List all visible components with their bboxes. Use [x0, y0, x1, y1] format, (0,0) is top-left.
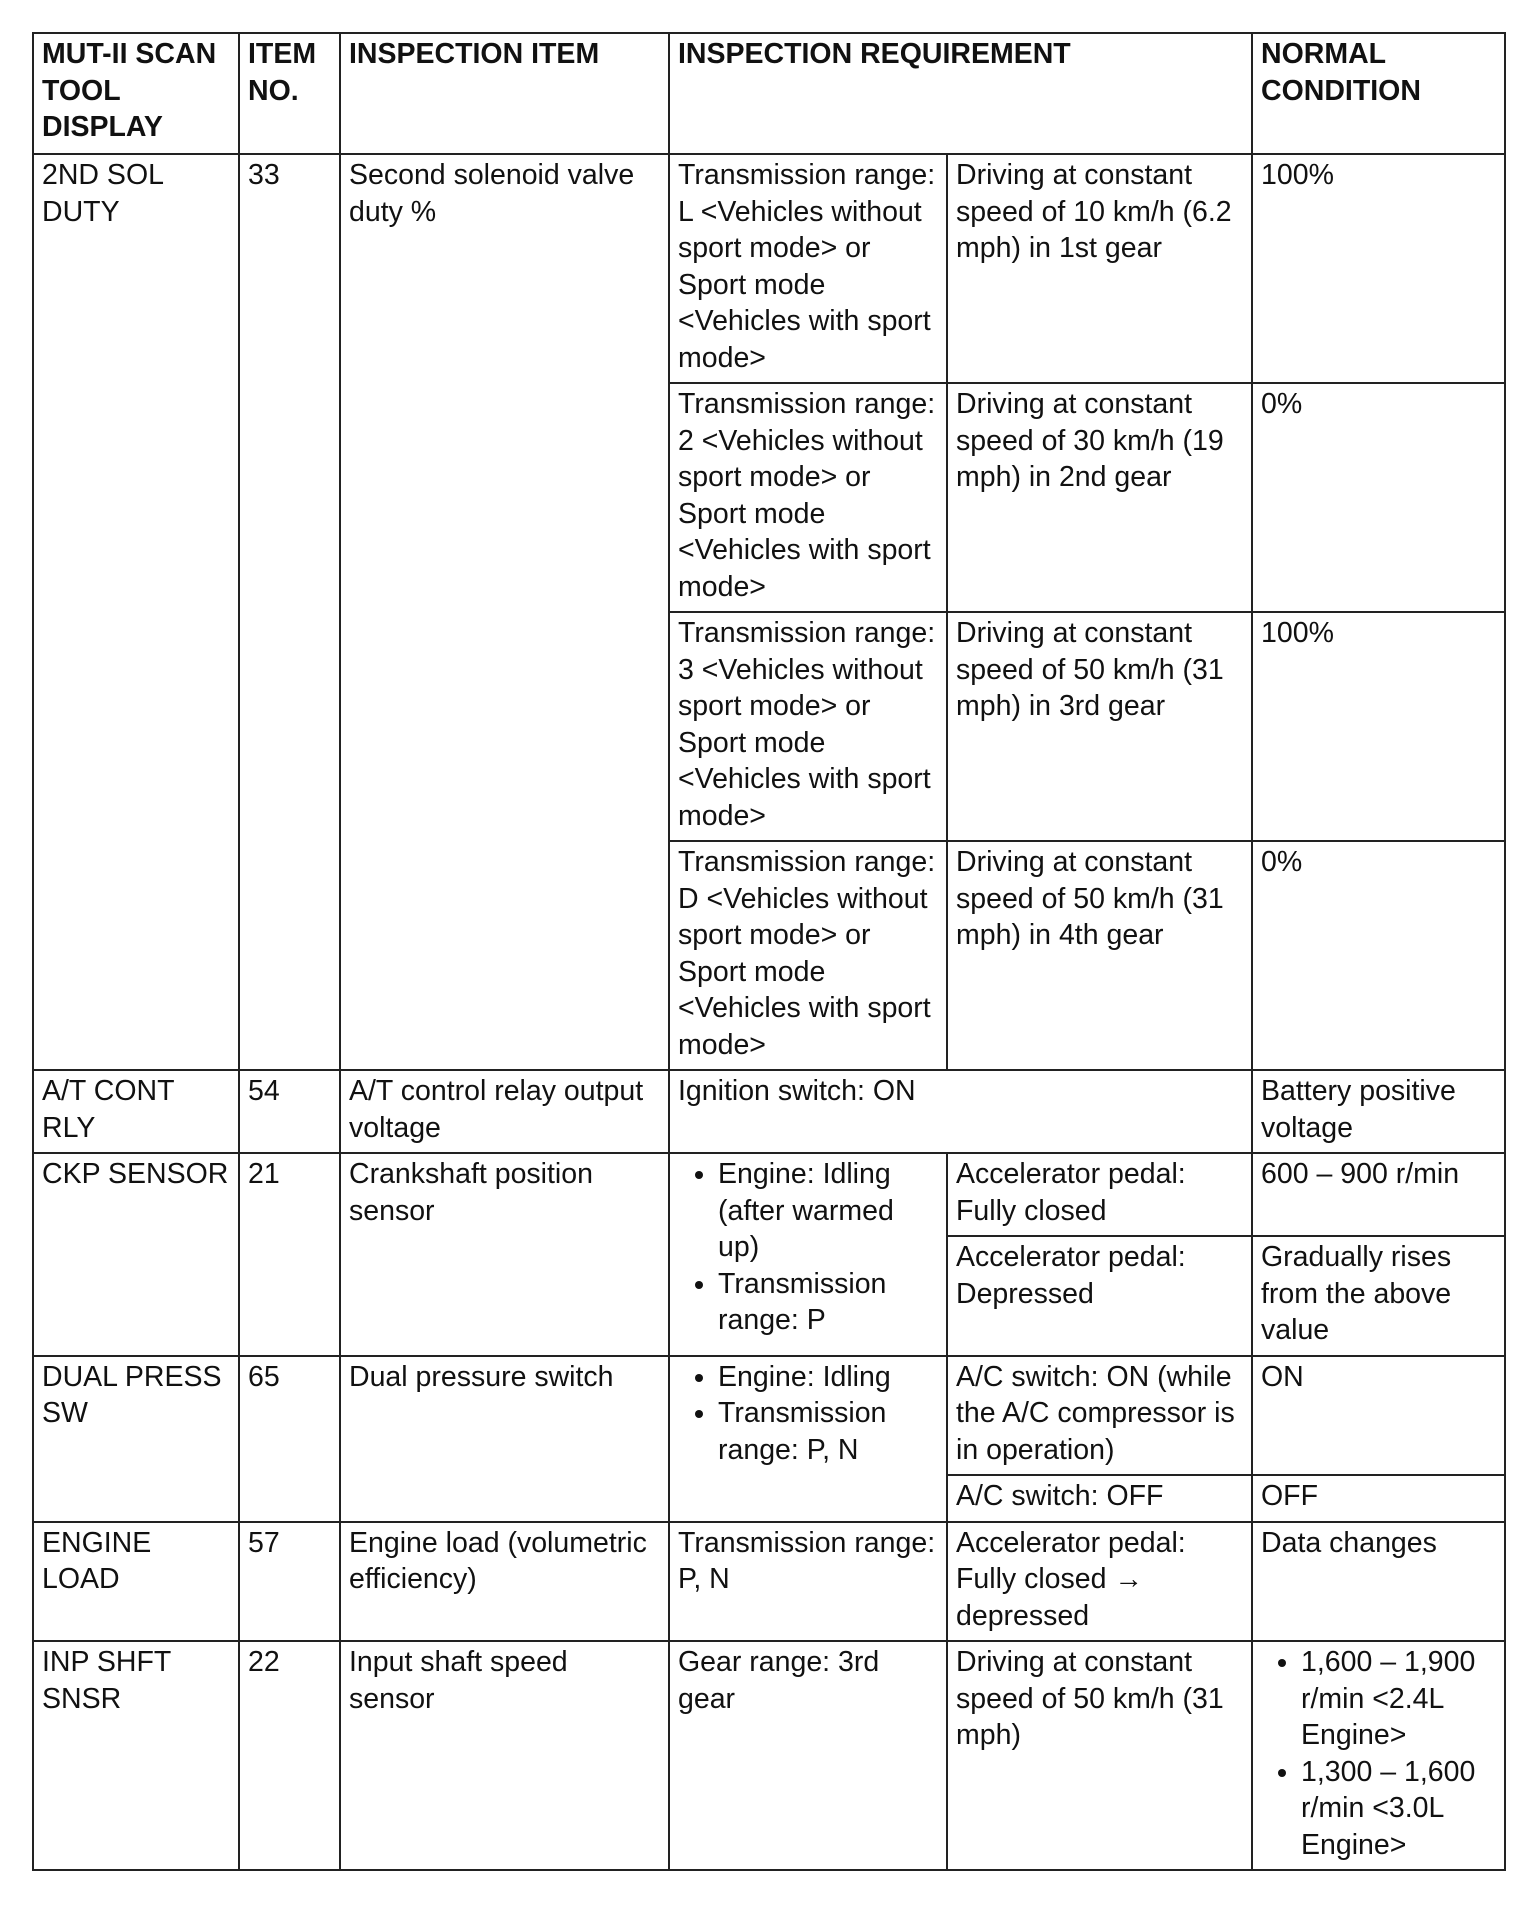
normal-condition-cell: 600 – 900 r/min: [1252, 1153, 1505, 1236]
normal-condition-cell: 0%: [1252, 383, 1505, 612]
display-cell: 2ND SOL DUTY: [33, 154, 239, 1070]
normal-condition-cell: 100%: [1252, 612, 1505, 841]
requirement-bullet-list: [678, 1359, 938, 1469]
list-item: • 1,600 – 1,900 r/min <2.4L Engine>: [1301, 1644, 1496, 1754]
condition-cell: Driving at constant speed of 30 km/h (19 mph) in 2nd gear: [947, 383, 1252, 612]
display-cell: DUAL PRESS SW: [33, 1356, 239, 1522]
requirement-cell: Transmission range: L <Vehicles without sport mode> or Sport mode <Vehicles with sport mode>: [669, 154, 947, 383]
table-row: [33, 1356, 1505, 1476]
table-row: [33, 1641, 1505, 1870]
requirement-cell: Transmission range: 2 <Vehicles without sport mode> or Sport mode <Vehicles with sport mode>: [669, 383, 947, 612]
table-row: [33, 1070, 1505, 1153]
table-row: [33, 154, 1505, 383]
header-display: MUT-II SCAN TOOL DISPLAY: [33, 33, 239, 154]
display-cell: INP SHFT SNSR: [33, 1641, 239, 1870]
list-item: • Engine: Idling: [718, 1359, 938, 1396]
normal-condition-cell: 100%: [1252, 154, 1505, 383]
item-no-cell: 57: [239, 1522, 340, 1642]
item-no-cell: 21: [239, 1153, 340, 1356]
requirement-cell: Transmission range: D <Vehicles without sport mode> or Sport mode <Vehicles with sport mode>: [669, 841, 947, 1070]
normal-condition-cell: Battery positive voltage: [1252, 1070, 1505, 1153]
normal-condition-cell: Gradually rises from the above value: [1252, 1236, 1505, 1356]
condition-cell: Driving at constant speed of 50 km/h (31 mph): [947, 1641, 1252, 1870]
list-item: • 1,300 – 1,600 r/min <3.0L Engine>: [1301, 1754, 1496, 1864]
normal-condition-cell: ON: [1252, 1356, 1505, 1476]
display-cell: A/T CONT RLY: [33, 1070, 239, 1153]
requirement-bullet-list: [678, 1156, 938, 1339]
item-no-cell: 33: [239, 154, 340, 1070]
normal-condition-bullet-list: [1261, 1644, 1496, 1863]
inspection-item-cell: Crankshaft position sensor: [340, 1153, 669, 1356]
requirement-cell: Ignition switch: ON: [669, 1070, 1252, 1153]
display-cell: CKP SENSOR: [33, 1153, 239, 1356]
header-normal-condition: NORMAL CONDITION: [1252, 33, 1505, 154]
normal-condition-cell: [1252, 1641, 1505, 1870]
condition-cell: Driving at constant speed of 50 km/h (31 mph) in 3rd gear: [947, 612, 1252, 841]
inspection-item-cell: Dual pressure switch: [340, 1356, 669, 1522]
list-item: • Transmission range: P: [718, 1266, 938, 1339]
condition-cell: Driving at constant speed of 50 km/h (31 mph) in 4th gear: [947, 841, 1252, 1070]
requirement-cell: [669, 1356, 947, 1522]
requirement-cell: Transmission range: P, N: [669, 1522, 947, 1642]
requirement-cell: [669, 1153, 947, 1356]
display-cell: ENGINE LOAD: [33, 1522, 239, 1642]
inspection-item-cell: A/T control relay output voltage: [340, 1070, 669, 1153]
inspection-item-cell: Second solenoid valve duty %: [340, 154, 669, 1070]
item-no-cell: 22: [239, 1641, 340, 1870]
normal-condition-cell: Data changes: [1252, 1522, 1505, 1642]
header-row: [33, 33, 1505, 154]
normal-condition-cell: OFF: [1252, 1475, 1505, 1522]
requirement-cell: Transmission range: 3 <Vehicles without sport mode> or Sport mode <Vehicles with sport mode>: [669, 612, 947, 841]
normal-condition-cell: 0%: [1252, 841, 1505, 1070]
list-item: • Transmission range: P, N: [718, 1395, 938, 1468]
condition-cell: Accelerator pedal: Fully closed: [947, 1153, 1252, 1236]
inspection-item-cell: Engine load (volumetric efficiency): [340, 1522, 669, 1642]
table-row: [33, 1522, 1505, 1642]
header-item-no: ITEM NO.: [239, 33, 340, 154]
header-inspection-requirement: INSPECTION REQUIREMENT: [669, 33, 1252, 154]
inspection-table: [32, 32, 1506, 1871]
condition-cell: Accelerator pedal: Depressed: [947, 1236, 1252, 1356]
condition-cell: A/C switch: OFF: [947, 1475, 1252, 1522]
condition-cell: Driving at constant speed of 10 km/h (6.2 mph) in 1st gear: [947, 154, 1252, 383]
inspection-item-cell: Input shaft speed sensor: [340, 1641, 669, 1870]
condition-cell: A/C switch: ON (while the A/C compressor is in operation): [947, 1356, 1252, 1476]
list-item: • Engine: Idling (after warmed up): [718, 1156, 938, 1266]
header-inspection-item: INSPECTION ITEM: [340, 33, 669, 154]
requirement-cell: Gear range: 3rd gear: [669, 1641, 947, 1870]
item-no-cell: 54: [239, 1070, 340, 1153]
condition-cell: Accelerator pedal: Fully closed → depressed: [947, 1522, 1252, 1642]
item-no-cell: 65: [239, 1356, 340, 1522]
inspection-table-page: [32, 32, 1504, 1871]
table-row: [33, 1153, 1505, 1236]
